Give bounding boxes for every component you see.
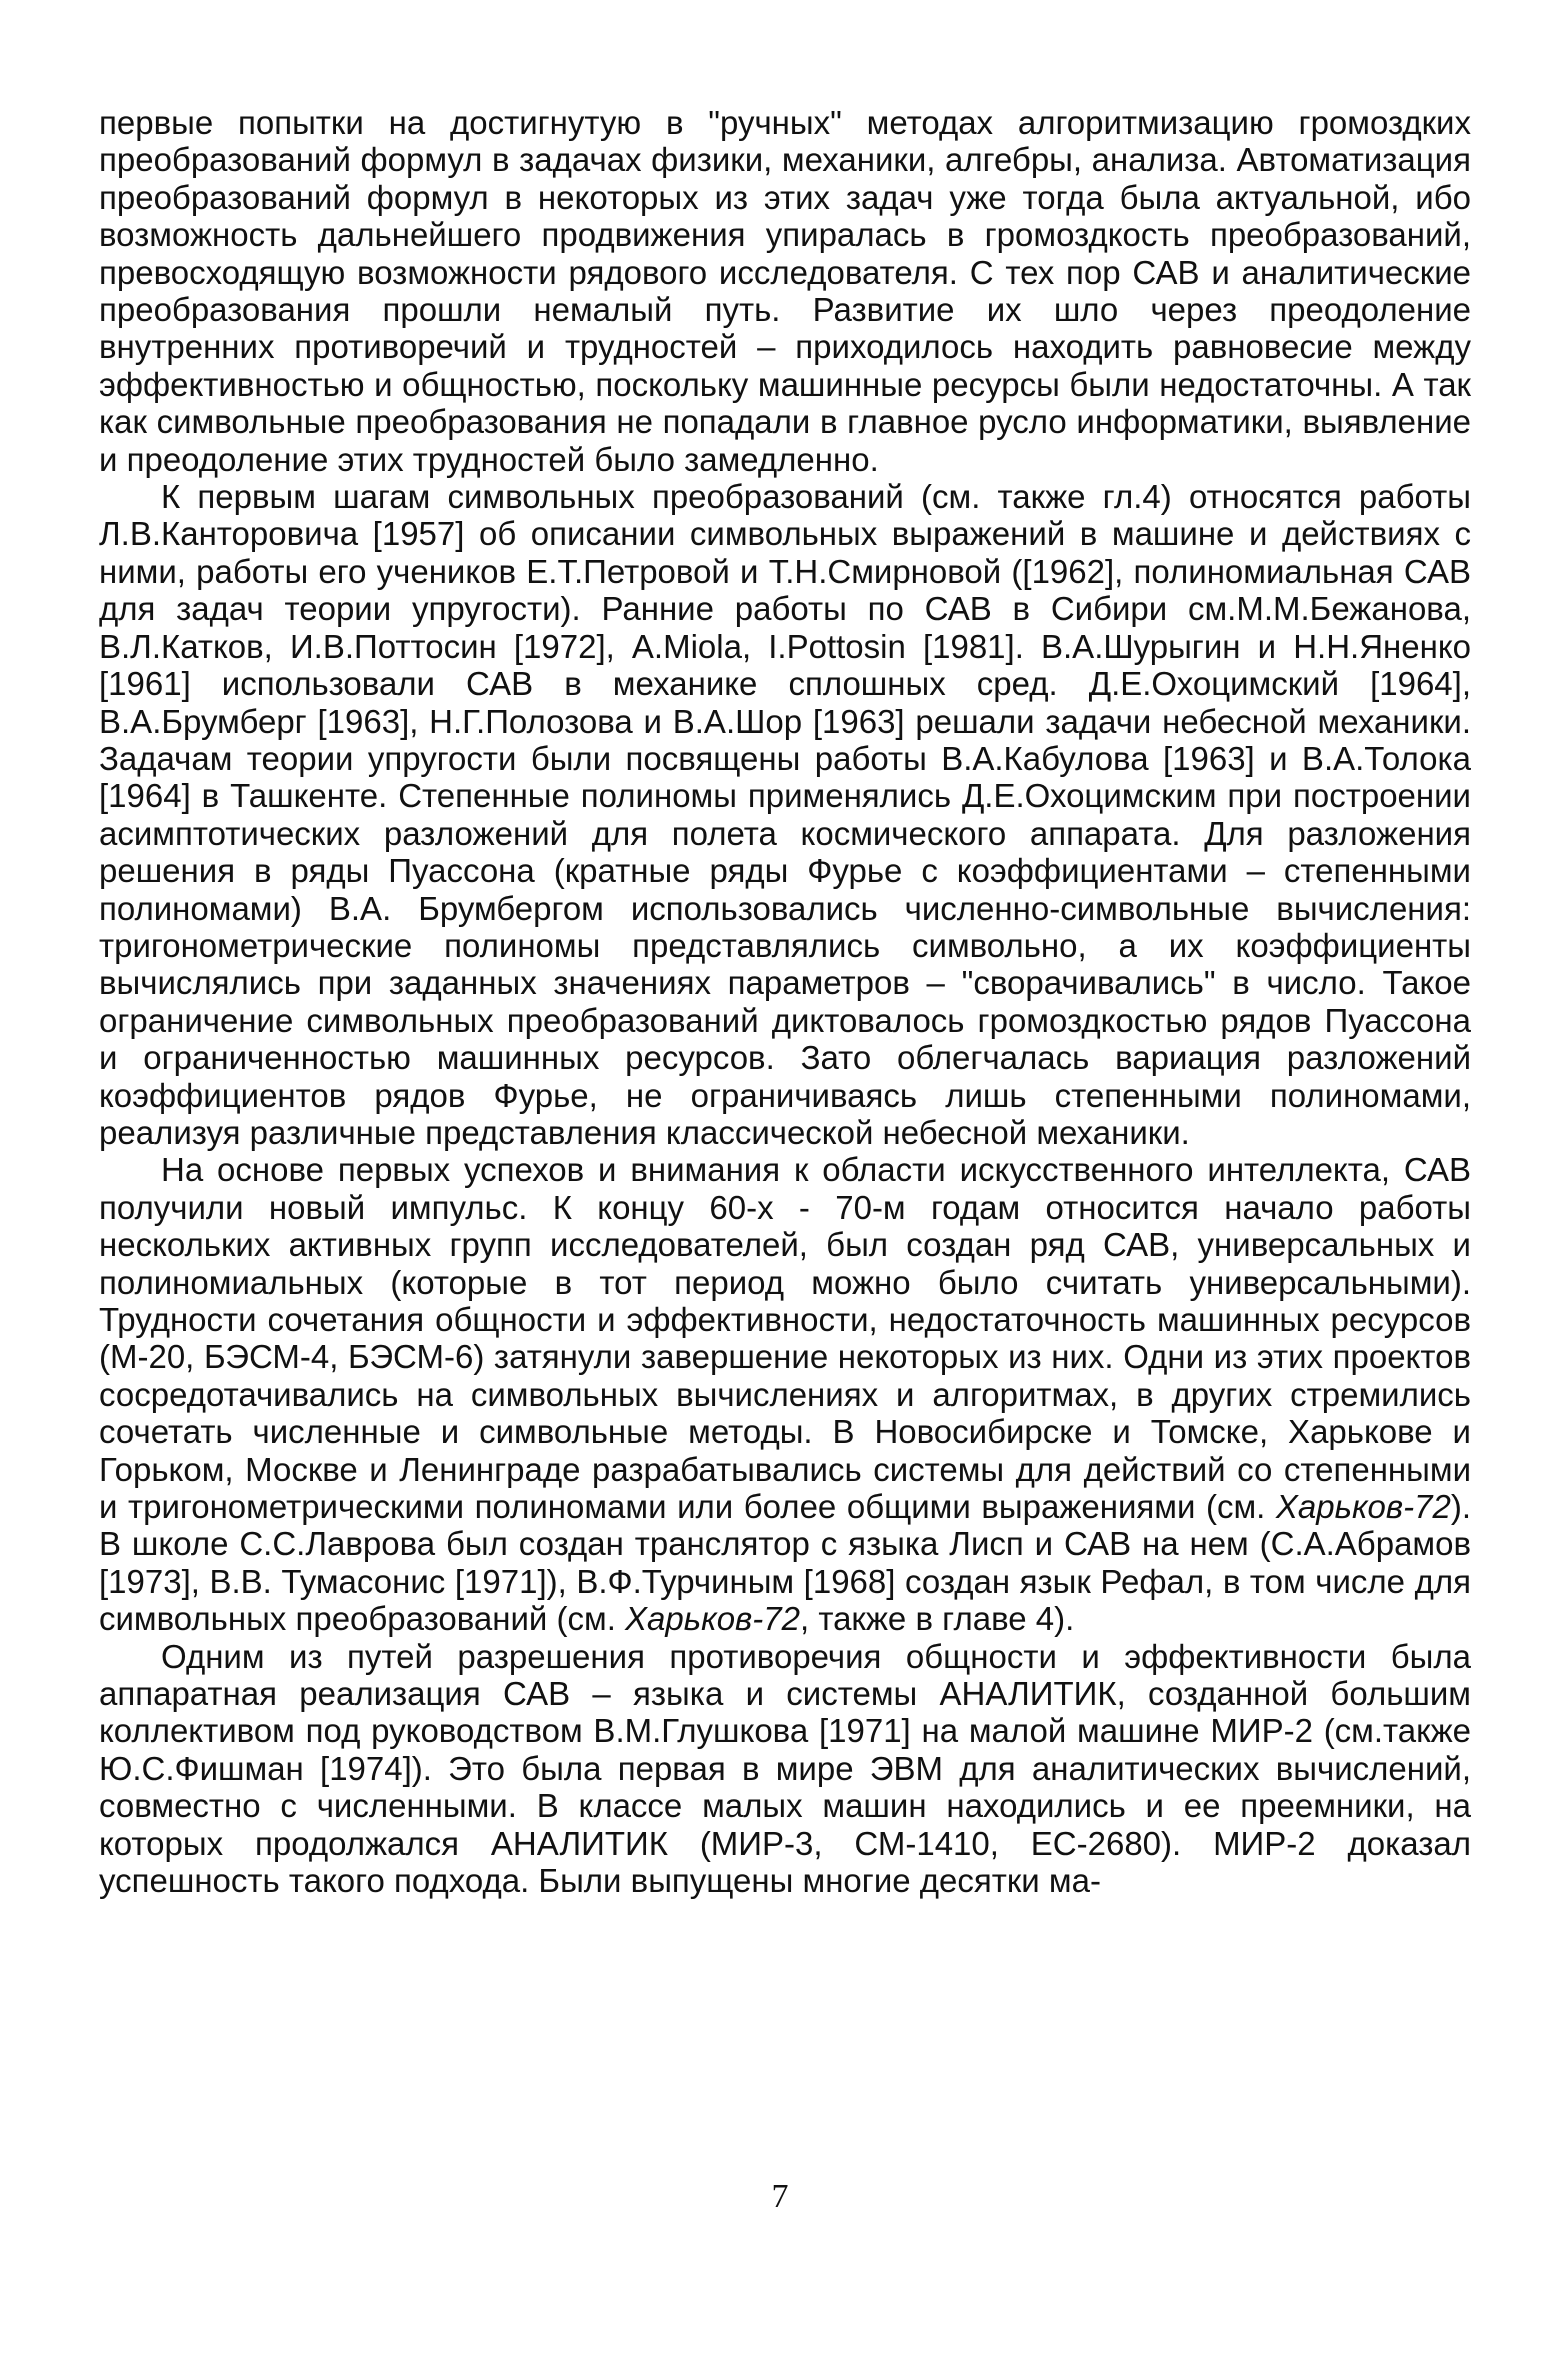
- paragraph-4: [99, 1638, 1471, 1900]
- text-run: На основе первых успехов и внимания к области искусственного интеллекта, САВ получили новый импульс. К концу 60-х - 70-м годам относится начало работы нескольких активных групп исследователей, был создан ряд САВ, универсальных и полиномиальных (которые в тот период можно было считать универсальными). Трудности сочетания общности и эффективности, недостаточность машинных ресурсов (М-20, БЭСМ-4, БЭСМ-6) затянули завершение некоторых из них. Одни из этих проектов сосредотачивались на символьных вычислениях и алгоритмах, в других стремились сочетать численные и символьные методы. В Новосибирске и Томске, Харькове и Горьком, Москве и Ленинграде разрабатывались системы для действий со степенными и тригонометрическими полиномами или более общими выражениями (см.: [99, 1151, 1471, 1526]
- italic-reference: Харьков-72: [1275, 1488, 1451, 1526]
- text-run: , также в главе 4).: [799, 1600, 1075, 1638]
- paragraph-2: [99, 478, 1471, 1151]
- text-run: ). В школе С.С.Лаврова был создан транслятор с языка Лисп и САВ на нем (С.А.Абрамов [1973], В.В. Тумасонис [1971]), В.Ф.Турчиным [1968] создан язык Рефал, в том числе для символьных преобразований (см.: [99, 1488, 1471, 1638]
- text-run: первые попытки на достигнутую в "ручных" методах алгоритмизацию громоздких преобразований формул в задачах физики, механики, алгебры, анализа. Автоматизация преобразований формул в некоторых из этих задач уже тогда была актуальной, ибо возможность дальнейшего продвижения упиралась в громоздкость преобразований, превосходящую возможности рядового исследователя. С тех пор САВ и аналитические преобразования прошли немалый путь. Развитие их шло через преодоление внутренних противоречий и трудностей – приходилось находить равновесие между эффективностью и общностью, поскольку машинные ресурсы были недостаточны. А так как символьные преобразования не попадали в главное русло информатики, выявление и преодоление этих трудностей было замедленно.: [99, 104, 1471, 478]
- paragraph-1: [99, 104, 1471, 478]
- italic-reference: Харьков-72: [625, 1600, 800, 1638]
- body-text: [99, 104, 1471, 1900]
- text-run: Одним из путей разрешения противоречия общности и эффективности была аппаратная реализация САВ – языка и системы АНАЛИТИК, созданной большим коллективом под руководством В.М.Глушкова [1971] на малой машине МИР-2 (см.также Ю.С.Фишман [1974]). Это была первая в мире ЭВМ для аналитических вычислений, совместно с численными. В классе малых машин находились и ее преемники, на которых продолжался АНАЛИТИК (МИР-3, СМ-1410, ЕС-2680). МИР-2 доказал успешность такого подхода. Были выпущены многие десятки ма-: [99, 1637, 1471, 1900]
- text-run: К первым шагам символьных преобразований (см. также гл.4) относятся работы Л.В.Канторовича [1957] об описании символьных выражений в машине и действиях с ними, работы его учеников Е.Т.Петровой и Т.Н.Смирновой ([1962], полиномиальная САВ для задач теории упругости). Ранние работы по САВ в Сибири см.М.М.Бежанова, В.Л.Катков, И.В.Поттосин [1972], A.Miola, I.Pottosin [1981]. В.А.Шурыгин и Н.Н.Яненко [1961] использовали САВ в механике сплошных сред. Д.Е.Охоцимский [1964], В.А.Брумберг [1963], Н.Г.Полозова и В.А.Шор [1963] решали задачи небесной механики. Задачам теории упругости были посвящены работы В.А.Кабулова [1963] и В.А.Толока [1964] в Ташкенте. Степенные полиномы применялись Д.Е.Охоцимским при построении асимптотических разложений для полета космического аппарата. Для разложения решения в ряды Пуассона (кратные ряды Фурье с коэффициентами – степенными полиномами) В.А. Брумбергом использовались численно-символьные вычисления: тригонометрические полиномы представлялись символьно, а их коэффициенты вычислялись при заданных значениях параметров – "сворачивались" в число. Такое ограничение символьных преобразований диктовалось громоздкостью рядов Пуассона и ограниченностью машинных ресурсов. Зато облегчалась вариация разложений коэффициентов рядов Фурье, не ограничиваясь лишь степенными полиномами, реализуя различные представления классической небесной механики.: [99, 478, 1471, 1151]
- page-number: 7: [771, 2178, 789, 2215]
- paragraph-3: [99, 1151, 1471, 1637]
